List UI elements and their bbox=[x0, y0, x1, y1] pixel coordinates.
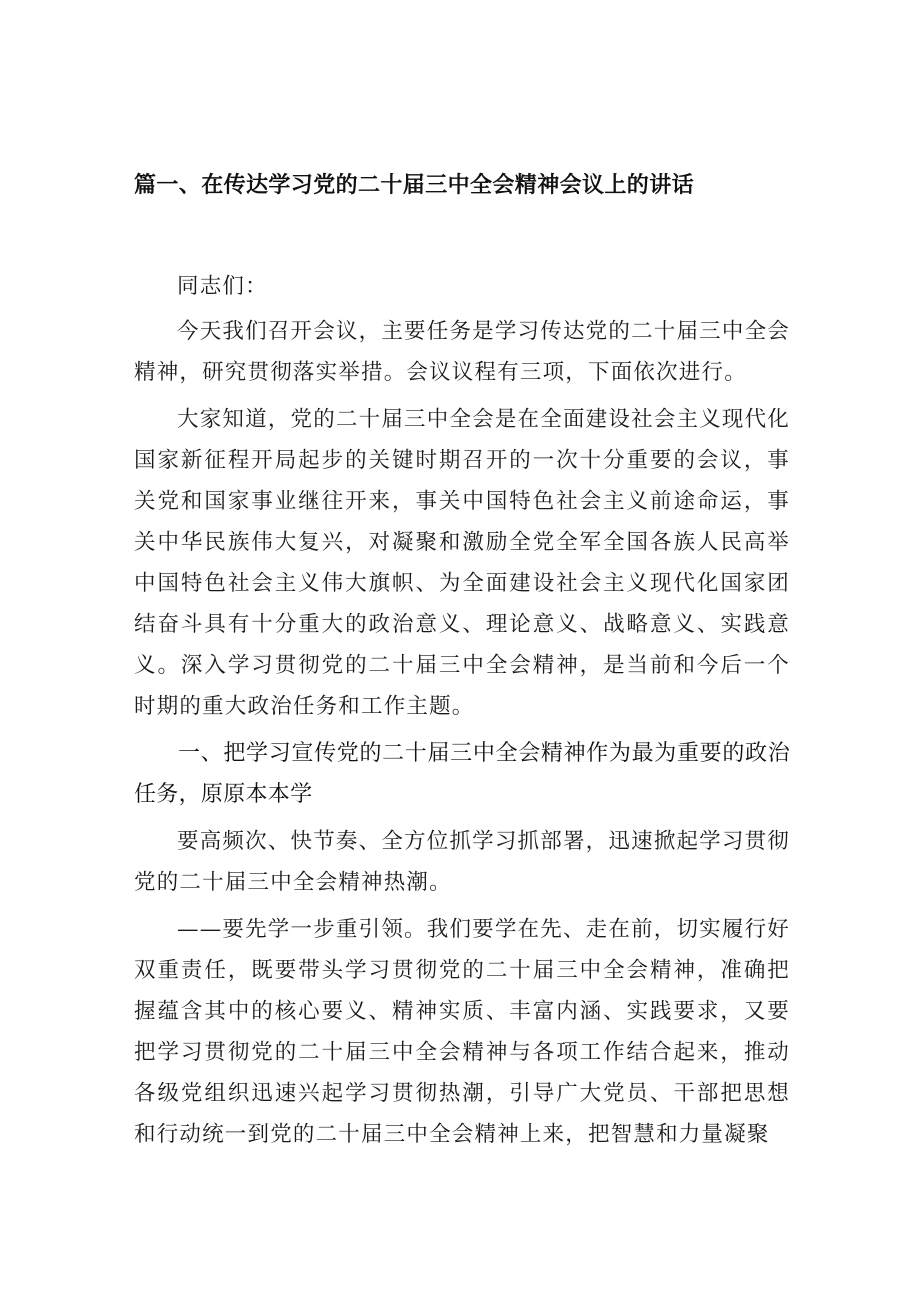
section-heading: 一、把学习宣传党的二十届三中全会精神作为最为重要的政治任务，原原本本学 bbox=[134, 741, 790, 807]
document-title: 篇一、在传达学习党的二十届三中全会精神会议上的讲话 bbox=[134, 173, 695, 198]
greeting: 同志们： bbox=[177, 274, 268, 299]
document-body bbox=[134, 266, 790, 1161]
section-paragraph-1: 要高频次、快节奏、全方位抓学习抓部署，迅速掀起学习贯彻党的二十届三中全会精神热潮。 bbox=[134, 829, 790, 895]
paragraph-significance: 大家知道，党的二十届三中全会是在全面建设社会主义现代化国家新征程开局起步的关键时期召开的一次十分重要的会议，事关党和国家事业继往开来，事关中国特色社会主义前途命运，事关中华民族伟大复兴，对凝聚和激励全党全军全国各族人民高举中国特色社会主义伟大旗帜、为全面建设社会主义现代化国家团结奋斗具有十分重大的政治意义、理论意义、战略意义、实践意义。深入学习贯彻党的二十届三中全会精神，是当前和今后一个时期的重大政治任务和工作主题。 bbox=[134, 407, 790, 719]
section-paragraph-2: ——要先学一步重引领。我们要学在先、走在前，切实履行好双重责任，既要带头学习贯彻党的二十届三中全会精神，准确把握蕴含其中的核心要义、精神实质、丰富内涵、实践要求，又要把学习贯彻党的二十届三中全会精神与各项工作结合起来，推动各级党组织迅速兴起学习贯彻热潮，引导广大党员、干部把思想和行动统一到党的二十届三中全会精神上来，把智慧和力量凝聚 bbox=[134, 917, 790, 1147]
paragraph-intro: 今天我们召开会议，主要任务是学习传达党的二十届三中全会精神，研究贯彻落实举措。会议议程有三项，下面依次进行。 bbox=[134, 319, 790, 385]
